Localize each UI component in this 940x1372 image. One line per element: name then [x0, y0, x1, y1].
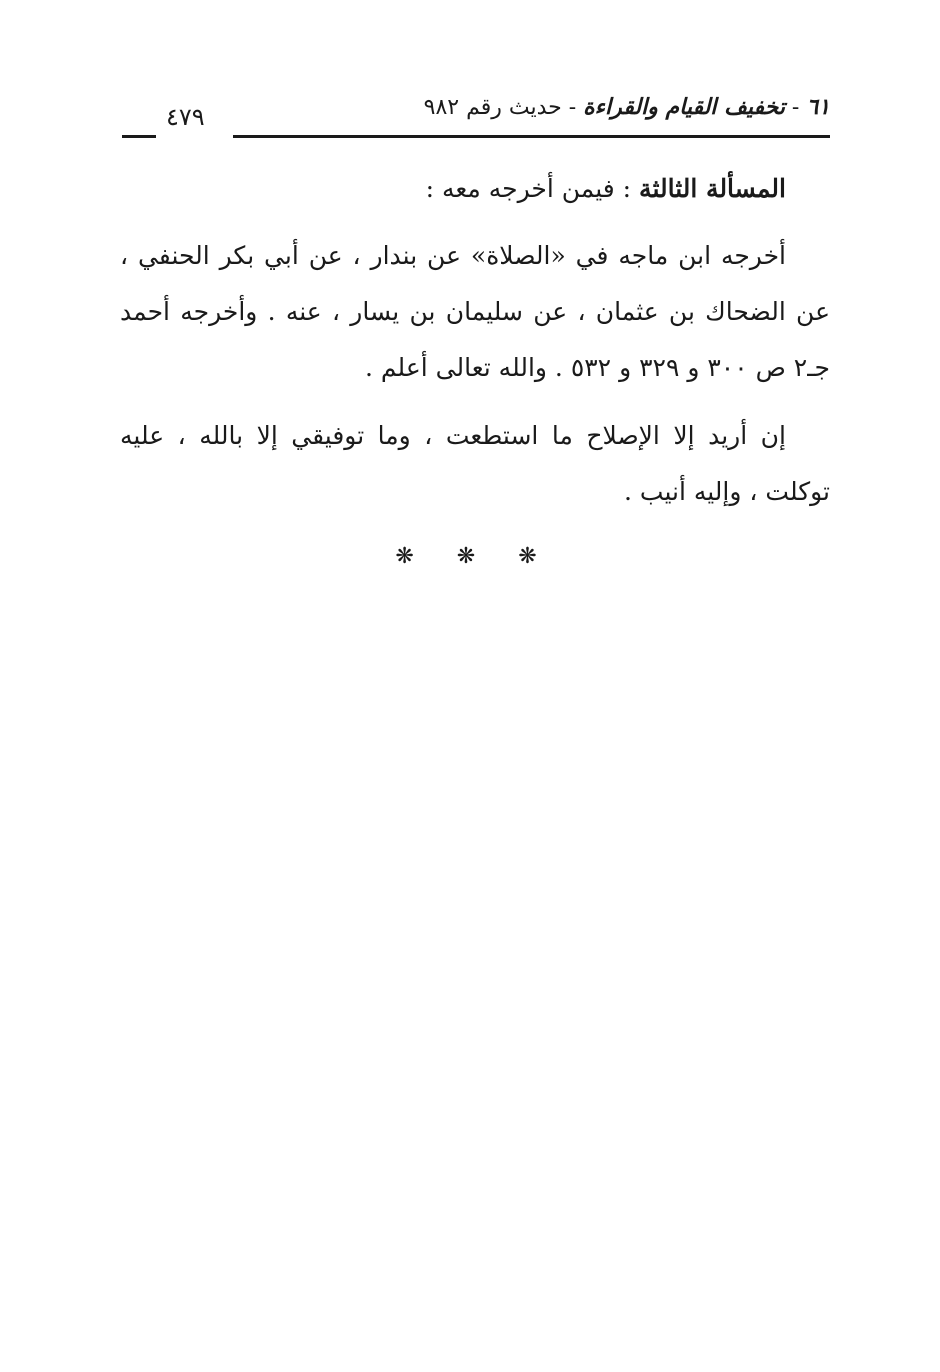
- page-number: ٤٧٩: [166, 103, 205, 131]
- running-title: [424, 92, 830, 123]
- section-heading-rest: : فيمن أخرجه معه :: [425, 174, 640, 203]
- hadith-reference: - حديث رقم ٩٨٢: [423, 95, 584, 120]
- paragraph-takhrij: أخرجه ابن ماجه في «الصلاة» عن بندار ، عن أبي بكر الحنفي ، عن الضحاك بن عثمان ، عن سليمان بن يسار ، عنه . وأخرجه أحمد جـ٢ ص ٣٠٠ و ٣٢٩ و ٥٣٢ . والله تعالى أعلم .: [120, 241, 830, 382]
- section-heading: [120, 168, 786, 210]
- section-separator: ❋ ❋ ❋: [395, 544, 555, 569]
- page-content: [120, 168, 830, 569]
- chapter-number: ٦١: [806, 94, 830, 120]
- chapter-title: تخفيف القيام والقراءة: [583, 94, 785, 120]
- title-dash: -: [784, 95, 807, 120]
- page-number-rule: [122, 135, 156, 138]
- running-head: [120, 92, 830, 142]
- section-heading-label: المسألة الثالثة: [639, 174, 786, 203]
- header-rule: [233, 135, 830, 138]
- paragraph-closing: إن أريد إلا الإصلاح ما استطعت ، وما توفيقي إلا بالله ، عليه توكلت ، وإليه أنيب .: [120, 421, 830, 506]
